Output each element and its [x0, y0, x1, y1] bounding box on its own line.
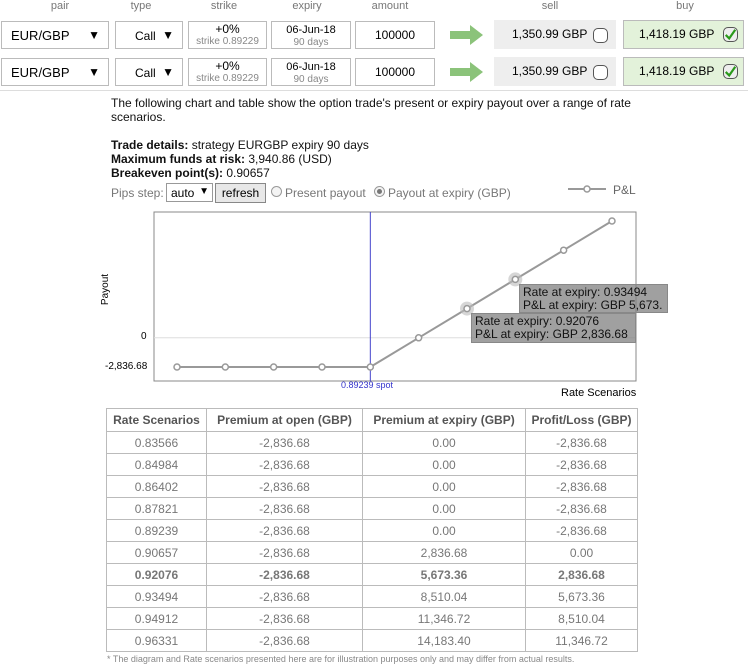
table-cell: 2,836.68 — [526, 564, 638, 586]
buy-price: 1,418.19 GBP — [639, 64, 715, 78]
table-cell: -2,836.68 — [207, 454, 363, 476]
funds-value: 3,940.86 (USD) — [245, 152, 332, 166]
buy-button[interactable] — [623, 20, 744, 49]
sell-button[interactable] — [494, 20, 616, 49]
header-strike: strike — [210, 0, 238, 12]
strike-field[interactable] — [188, 58, 267, 86]
table-row — [107, 432, 638, 454]
present-radio[interactable] — [271, 186, 282, 197]
x-axis-label: Rate Scenarios — [561, 387, 637, 399]
buy-checkbox-checked-icon[interactable] — [723, 64, 738, 79]
table-cell: 2,836.68 — [363, 542, 526, 564]
table-cell: -2,836.68 — [207, 608, 363, 630]
table-cell: 0.00 — [363, 454, 526, 476]
funds-label: Maximum funds at risk: — [111, 152, 246, 166]
type-value: Call — [135, 29, 156, 43]
table-cell: -2,836.68 — [207, 498, 363, 520]
table-row — [107, 520, 638, 542]
expiry-date: 06-Jun-18 — [286, 61, 336, 73]
trade-row — [0, 55, 748, 87]
chevron-down-icon: ▼ — [162, 65, 174, 79]
strike-pct: +0% — [215, 22, 240, 36]
payout-expiry-label: Payout at expiry (GBP) — [388, 186, 511, 200]
results-table — [106, 408, 638, 652]
table-cell: 0.89239 — [107, 520, 207, 542]
chevron-down-icon: ▼ — [199, 186, 209, 197]
expiry-days: 90 days — [293, 37, 329, 48]
data-point — [512, 276, 518, 282]
chevron-down-icon: ▼ — [88, 28, 100, 42]
table-cell: -2,836.68 — [526, 454, 638, 476]
sell-price: 1,350.99 GBP — [512, 27, 588, 41]
table-row — [107, 454, 638, 476]
legend-line-icon — [568, 183, 608, 195]
type-value: Call — [135, 66, 156, 80]
header-pair: pair — [50, 0, 70, 12]
table-cell: 0.86402 — [107, 476, 207, 498]
header-buy: buy — [676, 0, 694, 12]
pips-step-value: auto — [171, 186, 195, 200]
table-cell: 0.92076 — [107, 564, 207, 586]
spot-label: 0.89239 spot — [341, 380, 394, 390]
strike-value: strike 0.89229 — [196, 36, 259, 47]
table-cell: -2,836.68 — [207, 542, 363, 564]
table-cell: 0.00 — [363, 520, 526, 542]
trade-details — [111, 138, 369, 180]
pair-select[interactable] — [1, 58, 109, 86]
table-row — [107, 586, 638, 608]
refresh-button[interactable]: refresh — [215, 183, 266, 203]
table-row — [107, 630, 638, 652]
trade-details-label: Trade details: — [111, 138, 189, 152]
table-cell: 5,673.36 — [363, 564, 526, 586]
data-point — [174, 364, 180, 370]
table-cell: 0.00 — [363, 498, 526, 520]
column-header: Profit/Loss (GBP) — [526, 409, 638, 432]
table-header-row — [107, 409, 638, 432]
expiry-field[interactable] — [271, 58, 351, 86]
data-point — [561, 247, 567, 253]
strike-pct: +0% — [215, 59, 240, 73]
expiry-field[interactable] — [271, 21, 351, 49]
intro-text: The following chart and table show the option trade's present or expiry payout over a range of rate scenarios. — [111, 96, 631, 124]
pips-step-label: Pips step: — [111, 186, 164, 200]
tooltip — [471, 313, 636, 343]
header-amount: amount — [371, 0, 409, 12]
table-cell: 11,346.72 — [363, 608, 526, 630]
table-cell: -2,836.68 — [207, 564, 363, 586]
table-row — [107, 564, 638, 586]
table-cell: -2,836.68 — [207, 432, 363, 454]
type-select[interactable] — [115, 21, 183, 49]
sell-checkbox[interactable] — [593, 65, 608, 80]
sell-price: 1,350.99 GBP — [512, 64, 588, 78]
table-row — [107, 608, 638, 630]
radio-dot-icon — [377, 189, 382, 194]
pair-value: EUR/GBP — [11, 28, 70, 43]
expiry-days: 90 days — [293, 74, 329, 85]
expiry-radio-selected[interactable] — [374, 186, 385, 197]
trade-details-value: strategy EURGBP expiry 90 days — [188, 138, 369, 152]
data-point — [464, 306, 470, 312]
table-cell: 0.00 — [363, 476, 526, 498]
table-cell: -2,836.68 — [207, 630, 363, 652]
data-point — [222, 364, 228, 370]
table-cell: -2,836.68 — [526, 520, 638, 542]
breakeven-label: Breakeven point(s): — [111, 166, 224, 180]
footnote: * The diagram and Rate scenarios presented here are for illustration purposes only and may differ from actual results. — [107, 654, 575, 664]
table-body — [107, 432, 638, 652]
data-point — [416, 335, 422, 341]
chevron-down-icon: ▼ — [162, 28, 174, 42]
trade-row — [0, 18, 748, 50]
sell-checkbox[interactable] — [593, 28, 608, 43]
arrow-right-icon — [450, 61, 484, 83]
table-cell: 5,673.36 — [526, 586, 638, 608]
y-tick-min: -2,836.68 — [105, 361, 148, 372]
breakeven-value: 0.90657 — [223, 166, 270, 180]
table-cell: 0.90657 — [107, 542, 207, 564]
tooltip-pnl: P&L at expiry: GBP 2,836.68 — [475, 327, 628, 341]
arrow-right-icon — [450, 24, 484, 46]
tooltip-pnl: P&L at expiry: GBP 5,673. — [523, 298, 663, 312]
buy-checkbox-checked-icon[interactable] — [723, 27, 738, 42]
table-cell: -2,836.68 — [526, 498, 638, 520]
table-row — [107, 542, 638, 564]
buy-price: 1,418.19 GBP — [639, 27, 715, 41]
table-cell: 8,510.04 — [526, 608, 638, 630]
data-point — [609, 218, 615, 224]
header-type: type — [130, 0, 152, 12]
type-select[interactable] — [115, 58, 183, 86]
table-cell: 0.83566 — [107, 432, 207, 454]
table-cell: 0.93494 — [107, 586, 207, 608]
table-cell: -2,836.68 — [526, 476, 638, 498]
pair-value: EUR/GBP — [11, 65, 70, 80]
tooltip-rate: Rate at expiry: 0.92076 — [475, 314, 600, 328]
amount-input[interactable]: 100000 — [355, 58, 435, 86]
tooltip — [519, 284, 668, 313]
sell-button[interactable] — [494, 57, 616, 86]
column-header: Premium at open (GBP) — [207, 409, 363, 432]
tooltip-rate: Rate at expiry: 0.93494 — [523, 285, 648, 299]
table-row — [107, 498, 638, 520]
table-cell: 0.87821 — [107, 498, 207, 520]
table-cell: -2,836.68 — [526, 432, 638, 454]
table-row — [107, 476, 638, 498]
table-cell: 0.96331 — [107, 630, 207, 652]
table-cell: 0.84984 — [107, 454, 207, 476]
table-cell: 11,346.72 — [526, 630, 638, 652]
header-sell: sell — [541, 0, 559, 12]
expiry-date: 06-Jun-18 — [286, 24, 336, 36]
table-cell: -2,836.68 — [207, 520, 363, 542]
table-cell: -2,836.68 — [207, 586, 363, 608]
table-cell: 0.00 — [363, 432, 526, 454]
table-cell: 0.94912 — [107, 608, 207, 630]
table-cell: -2,836.68 — [207, 476, 363, 498]
divider — [0, 90, 748, 91]
table-cell: 8,510.04 — [363, 586, 526, 608]
data-point — [271, 364, 277, 370]
header-expiry: expiry — [292, 0, 322, 12]
column-header: Premium at expiry (GBP) — [363, 409, 526, 432]
data-point — [319, 364, 325, 370]
y-tick-zero: 0 — [141, 331, 147, 342]
chevron-down-icon: ▼ — [88, 65, 100, 79]
column-header: Rate Scenarios — [107, 409, 207, 432]
table-cell: 14,183.40 — [363, 630, 526, 652]
amount-input[interactable]: 100000 — [355, 21, 435, 49]
pair-select[interactable] — [1, 21, 109, 49]
strike-field[interactable] — [188, 21, 267, 49]
data-point — [367, 364, 373, 370]
legend-label: P&L — [613, 183, 636, 197]
y-axis-label: Payout — [100, 273, 112, 306]
table-cell: 0.00 — [526, 542, 638, 564]
strike-value: strike 0.89229 — [196, 73, 259, 84]
buy-button[interactable] — [623, 57, 744, 86]
present-payout-label: Present payout — [285, 186, 366, 200]
